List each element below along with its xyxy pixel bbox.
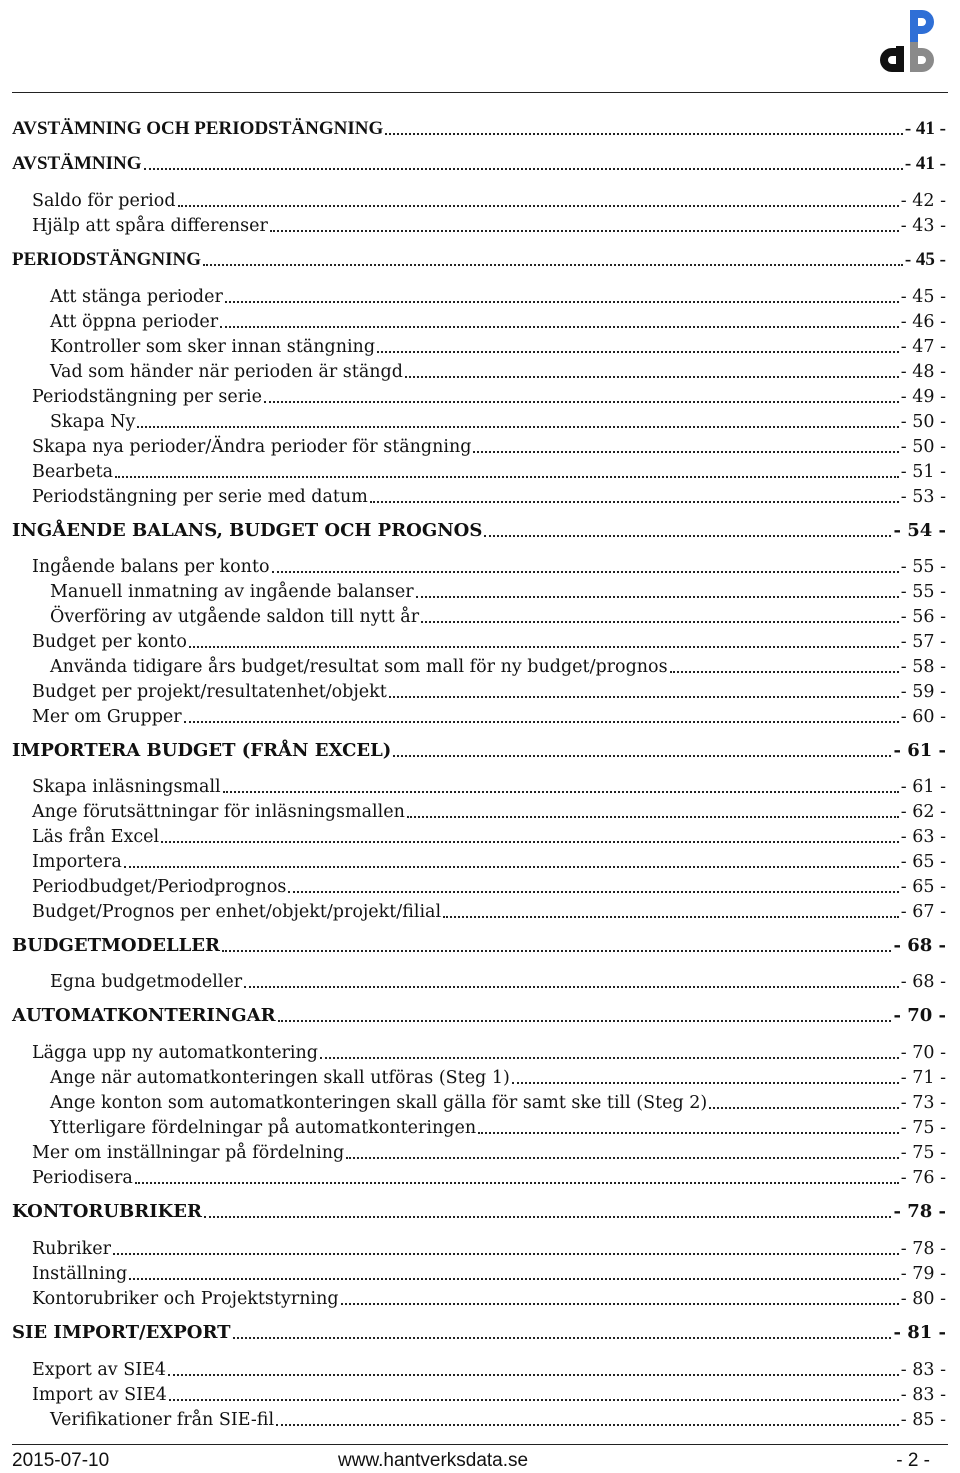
toc-entry[interactable] [32,1359,946,1381]
toc-entry[interactable] [50,606,946,628]
toc-dot-leader [129,1278,899,1280]
toc-dot-leader [169,1399,899,1401]
toc-entry[interactable] [32,1384,946,1406]
toc-dot-leader [320,1057,899,1059]
toc-entry-page: - 65 - [900,852,946,872]
toc-entry[interactable] [12,118,946,140]
toc-entry-page: - 49 - [900,387,946,407]
toc-entry[interactable] [12,1322,946,1344]
toc-entry-title: Ingående balans per konto [32,557,270,577]
toc-dot-leader [389,696,899,698]
toc-entry-page: - 55 - [900,582,946,602]
toc-entry-page: - 47 - [900,337,946,357]
toc-entry-title: Att öppna perioder [50,312,219,332]
toc-entry-page: - 81 - [893,1322,946,1343]
toc-entry-page: - 41 - [904,118,946,139]
toc-entry[interactable] [50,1409,946,1431]
toc-entry-page: - 46 - [900,312,946,332]
toc-entry-title: Rubriker [32,1239,111,1259]
toc-dot-leader [270,230,899,232]
toc-dot-leader [115,476,899,478]
toc-dot-leader [473,451,898,453]
toc-entry[interactable] [50,1067,946,1089]
toc-entry-title: Budget per konto [32,632,187,652]
toc-entry[interactable] [12,740,946,762]
toc-dot-leader [233,1337,892,1339]
toc-entry-page: - 80 - [900,1289,946,1309]
toc-dot-leader [416,596,899,598]
toc-dot-leader [709,1107,899,1109]
toc-entry-title: Skapa Ny [50,412,136,432]
toc-entry-title: Läs från Excel [32,827,160,847]
toc-entry-title: Budget per projekt/resultatenhet/objekt [32,682,387,702]
toc-dot-leader [478,1132,899,1134]
toc-dot-leader [393,755,891,757]
toc-entry-page: - 61 - [900,777,946,797]
toc-dot-leader [272,571,899,573]
toc-entry-title: PERIODSTÄNGNING [12,249,201,270]
toc-entry[interactable] [50,286,946,308]
toc-entry-page: - 48 - [900,362,946,382]
toc-entry-title: Periodstängning per serie med datum [32,487,368,507]
toc-entry-title: INGÅENDE BALANS, BUDGET OCH PROGNOS [12,520,483,541]
toc-dot-leader [225,301,899,303]
toc-entry-page: - 67 - [900,902,946,922]
toc-dot-leader [276,1424,899,1426]
toc-entry[interactable] [32,901,946,923]
toc-entry-page: - 65 - [900,877,946,897]
toc-entry[interactable] [32,631,946,653]
page-footer [12,1450,948,1472]
toc-entry-title: Skapa inläsningsmall [32,777,221,797]
toc-entry[interactable] [50,336,946,358]
toc-dot-leader [370,501,899,503]
toc-entry-page: - 43 - [900,216,946,236]
toc-dot-leader [443,916,899,918]
toc-dot-leader [421,621,899,623]
toc-entry-page: - 85 - [900,1410,946,1430]
toc-entry-title: Ange konton som automatkonteringen skall gälla för samt ske till (Steg 2) [50,1093,708,1113]
toc-entry[interactable] [32,461,946,483]
toc-entry[interactable] [50,1092,946,1114]
toc-entry-title: Periodisera [32,1168,133,1188]
toc-entry[interactable] [12,1201,946,1223]
toc-dot-leader [244,986,899,988]
toc-entry-page: - 51 - [900,462,946,482]
toc-dot-leader [204,1216,892,1218]
toc-dot-leader [222,950,892,952]
toc-entry-page: - 59 - [900,682,946,702]
toc-entry-title: Mer om inställningar på fördelning [32,1143,345,1163]
toc-entry[interactable] [32,486,946,508]
toc-entry-title: SIE IMPORT/EXPORT [12,1322,231,1343]
toc-entry-page: - 42 - [900,191,946,211]
toc-entry-title: Periodstängning per serie [32,387,263,407]
toc-entry-title: Ange förutsättningar för inläsningsmallen [32,802,405,822]
toc-entry-page: - 45 - [904,249,946,270]
toc-entry[interactable] [32,1263,946,1285]
toc-entry-page: - 75 - [900,1143,946,1163]
toc-dot-leader [288,891,898,893]
footer-page-number: - 2 - [896,1450,930,1471]
toc-entry-page: - 83 - [900,1360,946,1380]
toc-entry-title: Skapa nya perioder/Ändra perioder för stängning [32,437,472,457]
toc-entry[interactable] [32,1238,946,1260]
toc-entry[interactable] [50,1117,946,1139]
toc-dot-leader [168,1374,899,1376]
toc-entry[interactable] [32,826,946,848]
toc-entry[interactable] [32,556,946,578]
toc-entry-title: Ange när automatkonteringen skall utföras (Steg 1) [50,1068,510,1088]
toc-dot-leader [184,721,899,723]
toc-dot-leader [377,351,899,353]
toc-entry-page: - 63 - [900,827,946,847]
footer-date: 2015-07-10 [12,1450,110,1471]
toc-entry[interactable] [32,436,946,458]
toc-dot-leader [407,816,899,818]
toc-entry-page: - 75 - [900,1118,946,1138]
toc-dot-leader [264,401,899,403]
toc-entry-page: - 70 - [900,1043,946,1063]
toc-entry[interactable] [32,706,946,728]
toc-entry-page: - 78 - [900,1239,946,1259]
toc-entry-page: - 50 - [900,437,946,457]
toc-entry[interactable] [32,681,946,703]
toc-entry-page: - 79 - [900,1264,946,1284]
toc-entry-page: - 71 - [900,1068,946,1088]
toc-entry[interactable] [32,386,946,408]
toc-entry[interactable] [50,581,946,603]
toc-entry[interactable] [12,1005,946,1027]
toc-entry-title: Export av SIE4 [32,1360,167,1380]
toc-dot-leader [135,1182,899,1184]
toc-dot-leader [161,841,899,843]
toc-entry[interactable] [32,215,946,237]
toc-entry-title: KONTORUBRIKER [12,1201,202,1222]
toc-entry[interactable] [32,1288,946,1310]
toc-entry[interactable] [32,190,946,212]
toc-dot-leader [189,646,899,648]
toc-entry[interactable] [50,361,946,383]
toc-entry[interactable] [50,971,946,993]
toc-entry-title: Budget/Prognos per enhet/objekt/projekt/filial [32,902,442,922]
toc-entry-page: - 50 - [900,412,946,432]
toc-entry-title: AVSTÄMNING OCH PERIODSTÄNGNING [12,118,384,139]
toc-entry[interactable] [12,249,946,271]
toc-entry-page: - 45 - [900,287,946,307]
toc-entry-title: Periodbudget/Periodprognos [32,877,287,897]
toc-dot-leader [278,1020,892,1022]
toc-dot-leader [512,1082,899,1084]
toc-entry-title: Egna budgetmodeller [50,972,243,992]
toc-entry-title: Import av SIE4 [32,1385,167,1405]
toc-entry-page: - 54 - [893,520,946,541]
toc-entry[interactable] [50,656,946,678]
toc-entry-page: - 70 - [893,1005,946,1026]
toc-entry-page: - 57 - [900,632,946,652]
footer-rule [12,1444,948,1445]
toc-entry-page: - 62 - [900,802,946,822]
toc-entry-title: Att stänga perioder [50,287,223,307]
toc-entry-title: BUDGETMODELLER [12,935,220,956]
toc-dot-leader [144,168,903,170]
toc-dot-leader [341,1303,899,1305]
toc-entry-page: - 56 - [900,607,946,627]
toc-entry-title: Vad som händer när perioden är stängd [50,362,403,382]
toc-entry[interactable] [32,1042,946,1064]
toc-entry[interactable] [32,851,946,873]
toc-entry-page: - 78 - [893,1201,946,1222]
toc-entry-title: AUTOMATKONTERINGAR [12,1005,276,1026]
toc-entry[interactable] [12,520,946,542]
toc-entry-title: Använda tidigare års budget/resultat som mall för ny budget/prognos [50,657,668,677]
toc-entry[interactable] [50,411,946,433]
toc-entry[interactable] [50,311,946,333]
toc-entry-page: - 60 - [900,707,946,727]
toc-entry-page: - 41 - [904,153,946,174]
toc-entry-page: - 83 - [900,1385,946,1405]
toc-entry-page: - 55 - [900,557,946,577]
toc-entry[interactable] [32,1142,946,1164]
toc-entry[interactable] [32,801,946,823]
toc-entry[interactable] [32,1167,946,1189]
toc-entry-title: Lägga upp ny automatkontering [32,1043,318,1063]
toc-dot-leader [670,671,899,673]
toc-entry[interactable] [32,776,946,798]
toc-entry[interactable] [12,935,946,957]
hantverksdata-logo-icon [874,6,938,74]
toc-dot-leader [223,791,899,793]
toc-entry-title: Bearbeta [32,462,114,482]
toc-entry-title: Överföring av utgående saldon till nytt år [50,607,420,627]
toc-entry-title: Verifikationer från SIE-fil [50,1410,275,1430]
toc-entry-title: Saldo för period [32,191,176,211]
toc-entry-page: - 58 - [900,657,946,677]
toc-entry-title: Ytterligare fördelningar på automatkonteringen [50,1118,477,1138]
toc-entry-title: IMPORTERA BUDGET (FRÅN EXCEL) [12,740,392,761]
toc-dot-leader [203,264,903,266]
header-rule [12,92,948,93]
toc-entry-title: Manuell inmatning av ingående balanser [50,582,414,602]
toc-dot-leader [220,326,899,328]
toc-entry-title: Hjälp att spåra differenser [32,216,268,236]
toc-entry-page: - 53 - [900,487,946,507]
toc-dot-leader [346,1157,899,1159]
toc-entry-title: Kontorubriker och Projektstyrning [32,1289,339,1309]
toc-entry-title: Inställning [32,1264,128,1284]
footer-url[interactable]: www.hantverksdata.se [338,1450,529,1471]
toc-dot-leader [178,205,899,207]
toc-dot-leader [385,133,903,135]
toc-dot-leader [137,426,898,428]
toc-dot-leader [405,376,899,378]
toc-entry-title: Kontroller som sker innan stängning [50,337,376,357]
toc-entry-title: Mer om Grupper [32,707,182,727]
toc-dot-leader [484,535,891,537]
toc-entry-page: - 68 - [893,935,946,956]
toc-entry-title: Importera [32,852,122,872]
toc-entry-page: - 73 - [900,1093,946,1113]
toc-dot-leader [124,866,899,868]
toc-entry-title: AVSTÄMNING [12,153,142,174]
toc-entry[interactable] [12,153,946,175]
toc-entry[interactable] [32,876,946,898]
toc-entry-page: - 68 - [900,972,946,992]
toc-entry-page: - 76 - [900,1168,946,1188]
toc-dot-leader [113,1253,899,1255]
toc-entry-page: - 61 - [893,740,946,761]
